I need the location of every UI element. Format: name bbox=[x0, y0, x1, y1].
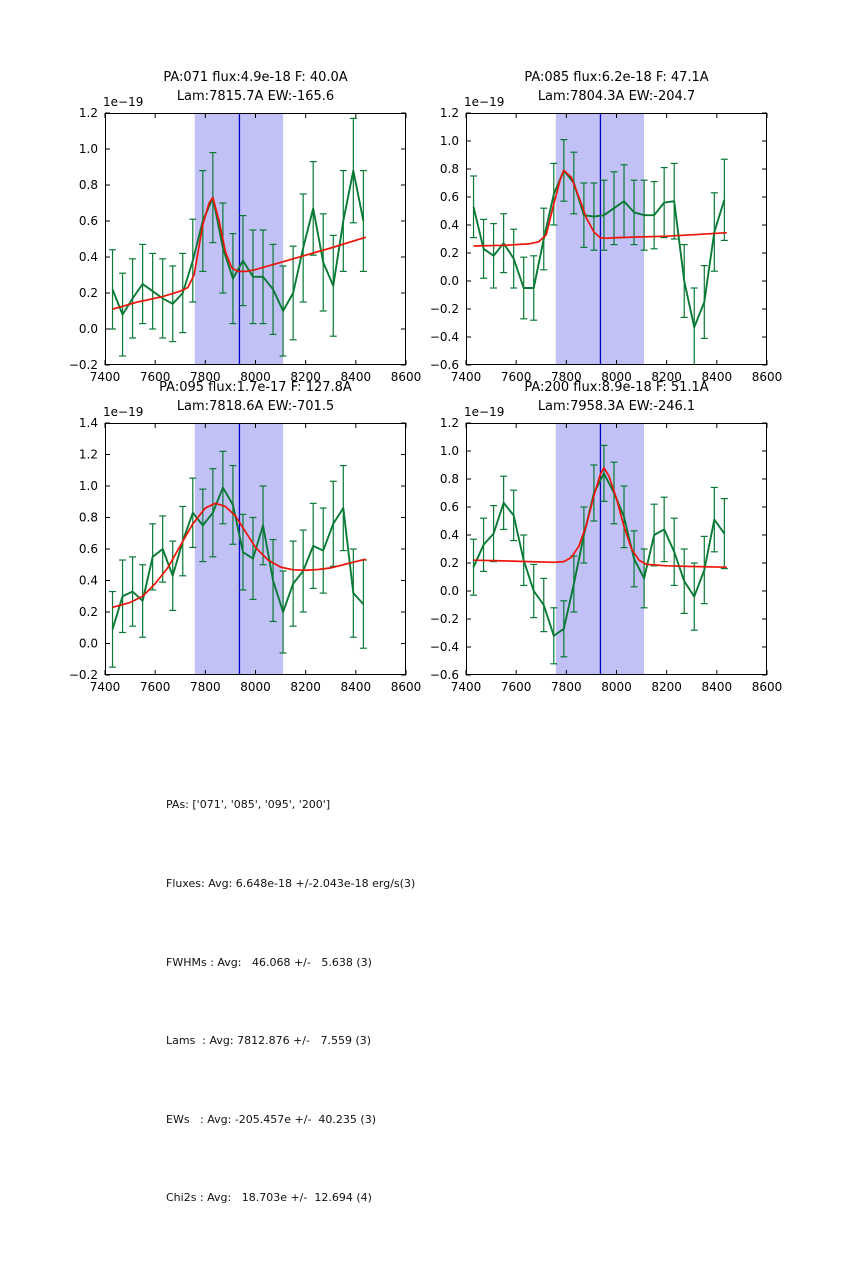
svg-text:−0.2: −0.2 bbox=[429, 612, 459, 626]
svg-text:1.2: 1.2 bbox=[439, 416, 459, 430]
svg-text:0.8: 0.8 bbox=[78, 178, 98, 192]
svg-text:8200: 8200 bbox=[290, 680, 321, 694]
svg-text:8600: 8600 bbox=[751, 370, 783, 384]
svg-text:7400: 7400 bbox=[450, 680, 482, 694]
svg-text:7600: 7600 bbox=[500, 680, 532, 694]
svg-text:7800: 7800 bbox=[190, 680, 221, 694]
svg-text:8200: 8200 bbox=[290, 370, 321, 384]
svg-text:8600: 8600 bbox=[390, 370, 422, 384]
svg-text:−0.2: −0.2 bbox=[68, 358, 98, 372]
svg-text:7800: 7800 bbox=[190, 370, 221, 384]
subplot-title-line2: Lam:7804.3A EW:-204.7 bbox=[537, 88, 696, 104]
summary-pas: PAs: ['071', '085', '095', '200'] bbox=[166, 798, 331, 812]
svg-text:1.0: 1.0 bbox=[78, 479, 98, 493]
svg-text:−0.4: −0.4 bbox=[429, 640, 459, 654]
svg-text:8000: 8000 bbox=[601, 370, 632, 384]
svg-text:0.8: 0.8 bbox=[439, 472, 459, 486]
svg-text:1.0: 1.0 bbox=[439, 134, 459, 148]
subplot-title-line1: PA:071 flux:4.9e-18 F: 40.0A bbox=[163, 70, 348, 85]
subplot-pa-200 bbox=[429, 379, 783, 709]
svg-text:8000: 8000 bbox=[240, 370, 271, 384]
svg-text:0.4: 0.4 bbox=[78, 573, 98, 588]
svg-text:1e−19: 1e−19 bbox=[464, 405, 505, 419]
svg-text:8400: 8400 bbox=[701, 680, 733, 694]
subplot-title-line2: Lam:7815.7A EW:-165.6 bbox=[176, 88, 335, 104]
svg-text:7400: 7400 bbox=[89, 370, 121, 384]
svg-text:8000: 8000 bbox=[601, 680, 632, 694]
svg-text:1.0: 1.0 bbox=[78, 142, 98, 156]
svg-text:7600: 7600 bbox=[139, 370, 171, 384]
svg-text:1.2: 1.2 bbox=[439, 106, 459, 120]
svg-text:−0.6: −0.6 bbox=[429, 668, 459, 682]
svg-text:8000: 8000 bbox=[240, 680, 271, 694]
summary-ews: EWs : Avg: -205.457e +/- 40.235 (3) bbox=[166, 1112, 376, 1126]
svg-text:0.2: 0.2 bbox=[78, 286, 98, 300]
svg-text:0.0: 0.0 bbox=[439, 584, 459, 598]
svg-text:0.6: 0.6 bbox=[78, 542, 98, 556]
subplot-title-line2: Lam:7958.3A EW:-246.1 bbox=[537, 398, 696, 414]
svg-text:0.2: 0.2 bbox=[439, 556, 459, 570]
svg-text:0.4: 0.4 bbox=[78, 250, 98, 264]
svg-text:7600: 7600 bbox=[139, 680, 171, 694]
svg-text:7800: 7800 bbox=[551, 370, 582, 384]
svg-text:−0.4: −0.4 bbox=[429, 330, 459, 344]
svg-text:8600: 8600 bbox=[751, 680, 783, 694]
svg-text:0.4: 0.4 bbox=[439, 528, 459, 542]
subplot-title-line2: Lam:7818.6A EW:-701.5 bbox=[176, 398, 335, 414]
summary-fluxes: Fluxes: Avg: 6.648e-18 +/-2.043e-18 erg/s(3) bbox=[166, 877, 416, 891]
svg-text:1.0: 1.0 bbox=[439, 444, 459, 458]
summary-stats bbox=[166, 740, 415, 1264]
svg-text:−0.6: −0.6 bbox=[429, 358, 459, 372]
svg-text:7400: 7400 bbox=[450, 370, 482, 384]
subplot-title-line1: PA:085 flux:6.2e-18 F: 47.1A bbox=[524, 70, 709, 85]
summary-lams: Lams : Avg: 7812.876 +/- 7.559 (3) bbox=[166, 1034, 372, 1048]
svg-text:8400: 8400 bbox=[340, 370, 372, 384]
svg-text:0.0: 0.0 bbox=[78, 322, 98, 336]
svg-text:0.0: 0.0 bbox=[439, 274, 459, 288]
svg-text:−0.2: −0.2 bbox=[429, 302, 459, 316]
svg-text:1.4: 1.4 bbox=[78, 416, 98, 430]
svg-text:0.2: 0.2 bbox=[439, 246, 459, 260]
svg-text:−0.2: −0.2 bbox=[68, 668, 98, 682]
summary-fwhms: FWHMs : Avg: 46.068 +/- 5.638 (3) bbox=[166, 955, 372, 969]
svg-text:8200: 8200 bbox=[651, 680, 682, 694]
svg-text:0.6: 0.6 bbox=[78, 214, 98, 228]
svg-text:1.2: 1.2 bbox=[78, 106, 98, 120]
summary-chi2s: Chi2s : Avg: 18.703e +/- 12.694 (4) bbox=[166, 1191, 372, 1205]
svg-text:0.4: 0.4 bbox=[439, 218, 459, 232]
svg-text:8400: 8400 bbox=[701, 370, 733, 384]
subplot-pa-071 bbox=[68, 69, 422, 399]
subplot-title-line1: PA:200 flux:8.9e-18 F: 51.1A bbox=[524, 380, 709, 395]
svg-text:8600: 8600 bbox=[390, 680, 422, 694]
svg-text:0.8: 0.8 bbox=[78, 510, 98, 525]
svg-text:1e−19: 1e−19 bbox=[103, 95, 144, 109]
svg-text:1.2: 1.2 bbox=[78, 447, 98, 462]
svg-text:7600: 7600 bbox=[500, 370, 532, 384]
subplot-title-line1: PA:095 flux:1.7e-17 F: 127.8A bbox=[159, 380, 352, 395]
svg-text:8400: 8400 bbox=[340, 680, 372, 694]
svg-text:1e−19: 1e−19 bbox=[103, 405, 144, 419]
subplot-pa-085 bbox=[429, 69, 783, 399]
svg-text:1e−19: 1e−19 bbox=[464, 95, 505, 109]
svg-text:0.0: 0.0 bbox=[78, 636, 98, 651]
svg-text:7400: 7400 bbox=[89, 680, 121, 694]
svg-text:0.2: 0.2 bbox=[78, 605, 98, 619]
svg-text:0.6: 0.6 bbox=[439, 190, 459, 204]
svg-text:0.6: 0.6 bbox=[439, 500, 459, 514]
subplot-pa-095 bbox=[68, 379, 422, 709]
svg-text:7800: 7800 bbox=[551, 680, 582, 694]
svg-text:0.8: 0.8 bbox=[439, 162, 459, 176]
svg-text:8200: 8200 bbox=[651, 370, 682, 384]
